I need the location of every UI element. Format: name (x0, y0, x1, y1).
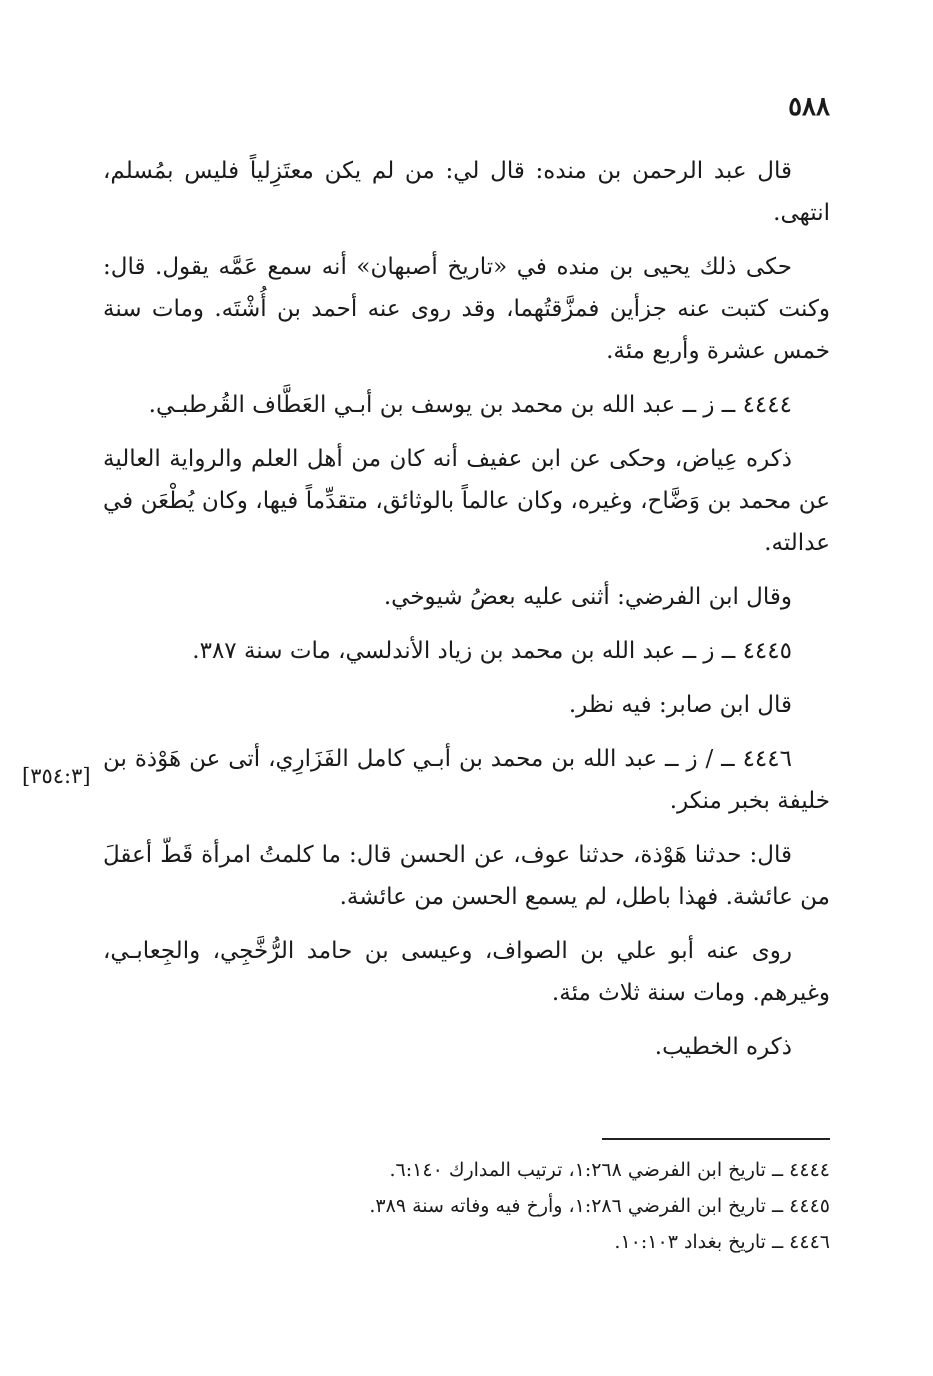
footnote-4446: ٤٤٤٦ ــ تاريخ بغداد ١٠:١٠٣. (614, 1231, 830, 1253)
footnotes (103, 1152, 830, 1260)
footnote-4445: ٤٤٤٥ ــ تاريخ ابن الفرضي ١:٢٨٦، وأرخ فيه وفاته سنة ٣٨٩. (369, 1195, 830, 1217)
paragraph-abd-rahman-quote: قال عبد الرحمن بن منده: قال لي: من لم يكن معتَزِلياً فليس بمُسلم، انتهى. (103, 158, 830, 226)
entry-4446-heading: ٤٤٤٦ ــ / ز ــ عبد الله بن محمد بن أبـي كامل الفَزَارِي، أتى عن هَوْذة بن خليفة بخبر منكر. (103, 746, 830, 814)
paragraph-hawdha-hadith: قال: حدثنا هَوْذة، حدثنا عوف، عن الحسن قال: ما كلمتُ امرأة قَطّ أعقلَ من عائشة. فهذا باطل، لم يسمع الحسن من عائشة. (103, 842, 830, 910)
paragraph-ibn-sabir: قال ابن صابر: فيه نظر. (568, 692, 792, 718)
entry-4444-heading: ٤٤٤٤ ــ ز ــ عبد الله بن محمد بن يوسف بن أبـي العَطَّاف القُرطبـي. (148, 392, 792, 418)
main-text (103, 150, 830, 1080)
footnote-4444: ٤٤٤٤ ــ تاريخ ابن الفرضي ١:٢٦٨، ترتيب المدارك ٦:١٤٠. (389, 1159, 830, 1181)
page-number: ٥٨٨ (788, 92, 830, 122)
paragraph-yahya-report: حكى ذلك يحيى بن منده في «تاريخ أصبهان» أنه سمع عَمَّه يقول. قال: وكنت كتبت عنه جزأين فمزَّقتُهما، وقد روى عنه أحمد بن أُشْتَه. ومات سنة خمس عشرة وأربع مئة. (103, 254, 830, 364)
entry-4445-heading: ٤٤٤٥ ــ ز ــ عبد الله بن محمد بن زياد الأندلسي، مات سنة ٣٨٧. (192, 638, 792, 664)
paragraph-khatib: ذكره الخطيب. (654, 1034, 792, 1060)
margin-volume-reference: [٣٥٤:٣] (22, 764, 91, 788)
paragraph-narrators: روى عنه أبو علي بن الصواف، وعيسى بن حامد الرُّخَّجِي، والجِعابـي، وغيرهم. ومات سنة ثلاث مئة. (103, 938, 830, 1006)
footnote-divider (602, 1138, 830, 1140)
paragraph-iyad-report: ذكره عِياض، وحكى عن ابن عفيف أنه كان من أهل العلم والرواية العالية عن محمد بن وَضَّاح، وغيره، وكان عالماً بالوثائق، متقدِّماً فيها، وكان يُطْعَن في عدالته. (103, 446, 830, 556)
paragraph-ibn-faradi: وقال ابن الفرضي: أثنى عليه بعضُ شيوخي. (383, 584, 792, 610)
